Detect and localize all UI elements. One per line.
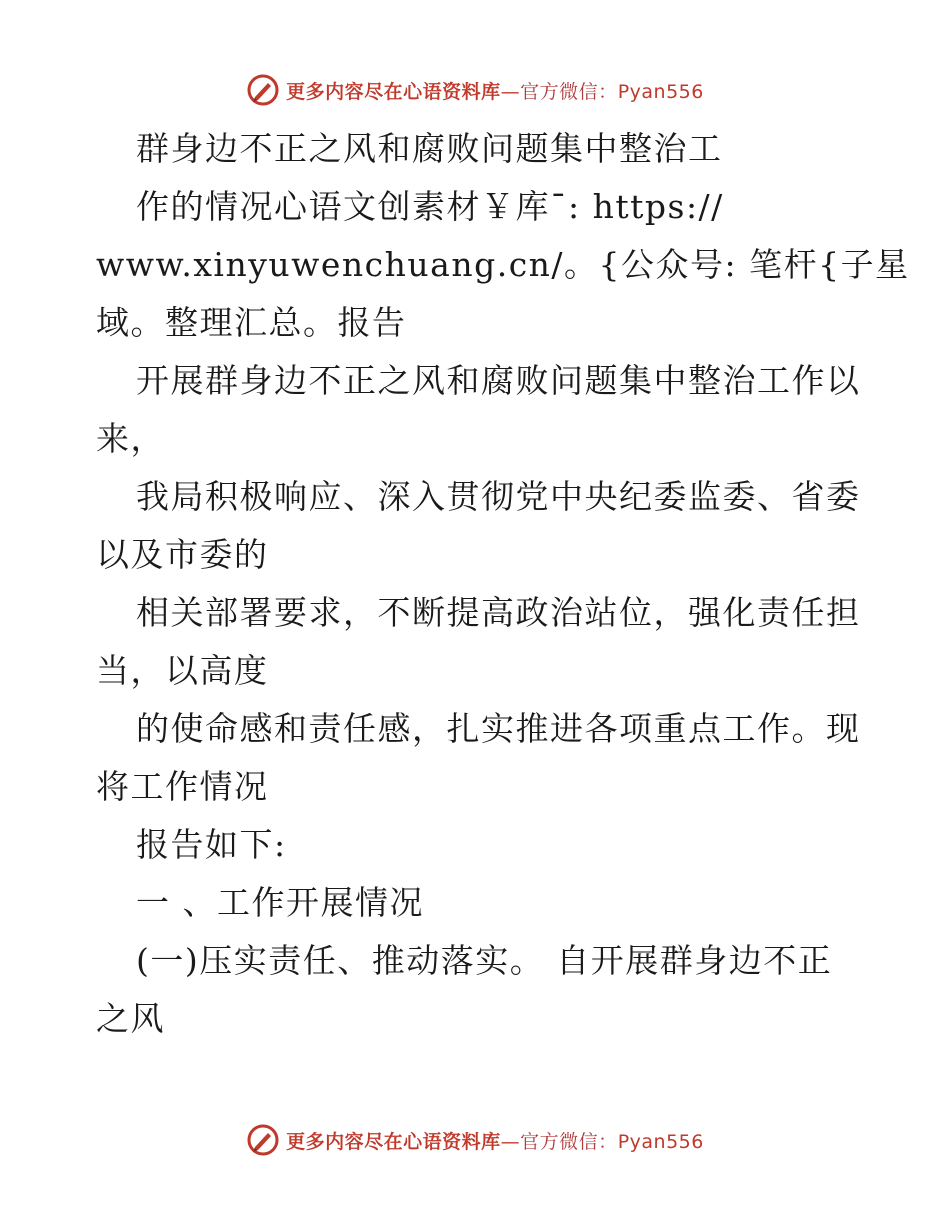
body-line: 报告如下: [136, 825, 287, 864]
banner-dash: — [500, 80, 521, 103]
body-line: 将工作情况 [96, 767, 269, 806]
header-banner-inner [246, 73, 704, 107]
banner-wechat-label: 官方微信： [520, 1130, 618, 1153]
pen-logo-icon [246, 73, 280, 107]
body-line: 群身边不正之风和腐败问题集中整治工 [136, 129, 723, 168]
banner-main-text: 更多内容尽在心语资料库 [286, 80, 501, 103]
body-line: www.xinyuwenchuang.cn/。{公众号: 笔杆{子星 [96, 245, 910, 284]
body-line: 我局积极响应、深入贯彻党中央纪委监委、省委 [136, 477, 861, 516]
body-line: 之风 [96, 999, 165, 1038]
body-line: 域。整理汇总。报告 [96, 303, 407, 342]
section-heading: 一 、工作开展情况 [136, 883, 424, 922]
body-line: 相关部署要求，不断提高政治站位，强化责任担 [136, 593, 861, 632]
body-line: (一)压实责任、推动落实。 自开展群身边不正 [136, 941, 833, 980]
banner-wechat-label: 官方微信： [520, 80, 618, 103]
footer-banner [0, 1120, 950, 1160]
body-line: 的使命感和责任感，扎实推进各项重点工作。现 [136, 709, 861, 748]
document-body [96, 120, 910, 1048]
banner-main-text: 更多内容尽在心语资料库 [286, 1130, 501, 1153]
footer-banner-inner [246, 1123, 704, 1157]
banner-dash: — [500, 1130, 521, 1153]
header-banner [0, 70, 950, 110]
footer-banner-text [286, 1127, 704, 1154]
banner-wechat-id: Pyan556 [617, 1130, 704, 1153]
body-line: 作的情况心语文创素材￥库¯: https:// [136, 187, 724, 226]
header-banner-text [286, 77, 704, 104]
body-line: 以及市委的 [96, 535, 269, 574]
body-line: 开展群身边不正之风和腐败问题集中整治工作以 [136, 361, 861, 400]
body-line: 当，以高度 [96, 651, 269, 690]
body-line: 来， [96, 419, 165, 458]
banner-wechat-id: Pyan556 [617, 80, 704, 103]
pen-logo-icon [246, 1123, 280, 1157]
